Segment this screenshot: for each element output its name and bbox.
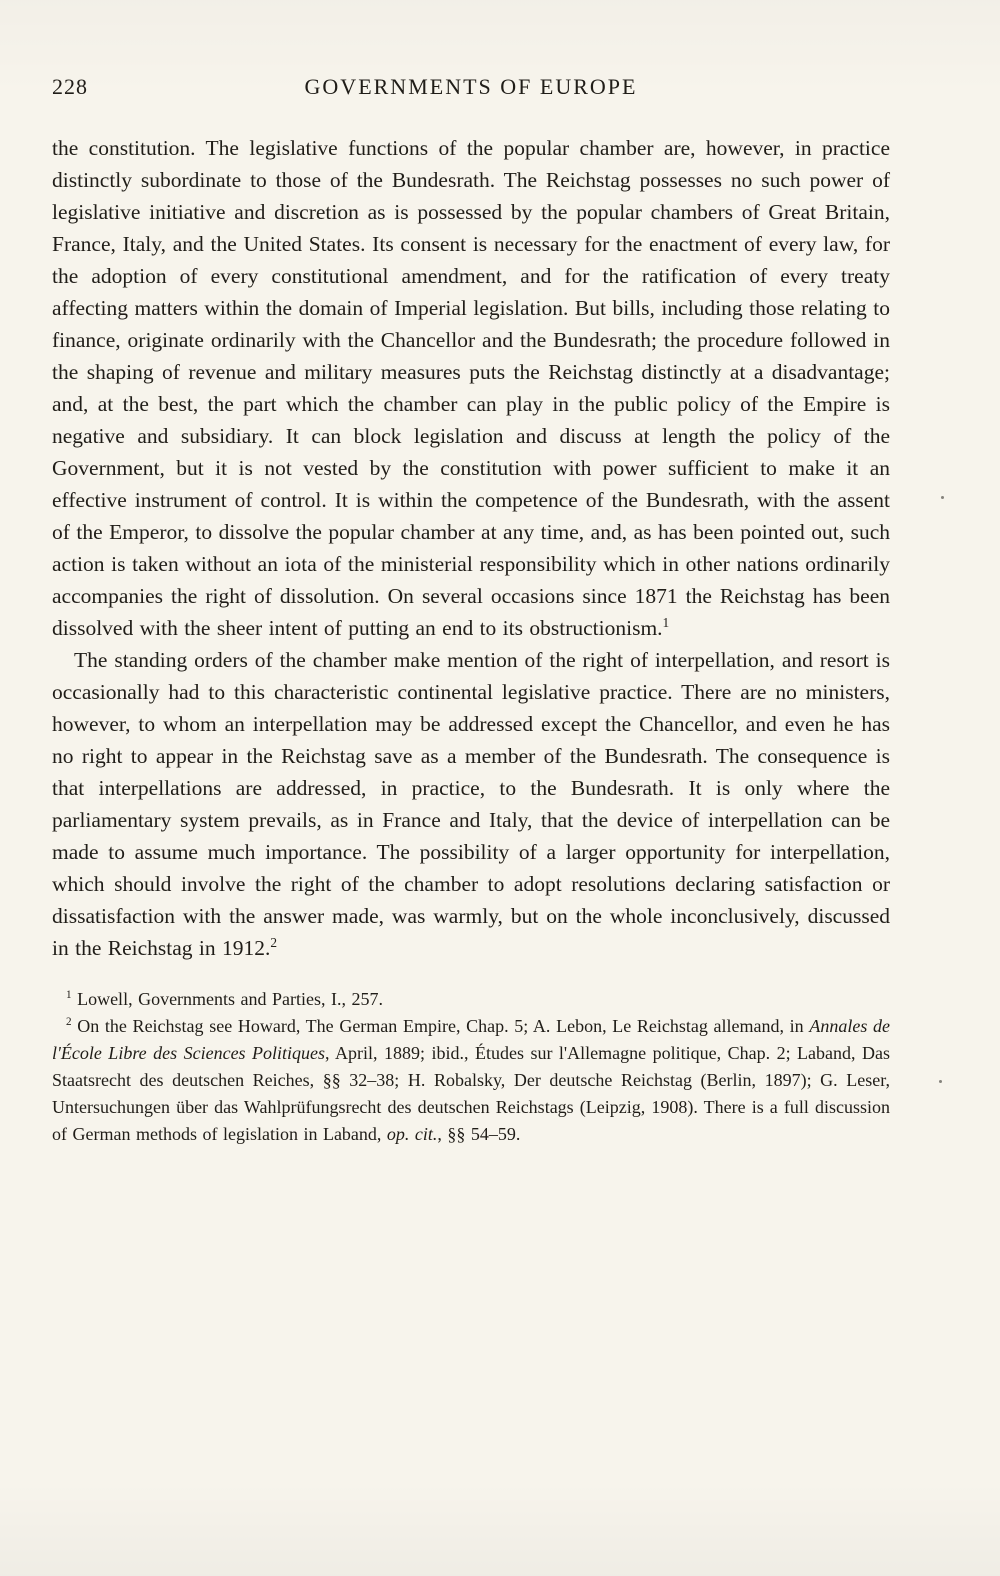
page-header	[52, 74, 890, 104]
page-body	[52, 132, 890, 964]
scan-speck	[939, 1080, 942, 1083]
body-paragraph-1: the constitution. The legislative functions of the popular chamber are, however, in practice distinctly subordinate to those of the Bundesrath. The Reichstag possesses no such power of legislative initiative and discretion as is possessed by the popular chambers of Great Britain, France, Italy, and the United States. Its consent is necessary for the enactment of every law, for the adoption of every constitutional amendment, and for the ratification of every treaty affecting matters within the domain of Imperial legislation. But bills, including those relating to finance, originate ordinarily with the Chancellor and the Bundesrath; the procedure followed in the shaping of revenue and military measures puts the Reichstag distinctly at a disadvantage; and, at the best, the part which the chamber can play in the public policy of the Empire is negative and subsidiary. It can block legislation and discuss at length the policy of the Government, but it is not vested by the constitution with power sufficient to make it an effective instrument of control. It is within the competence of the Bundesrath, with the assent of the Emperor, to dissolve the popular chamber at any time, and, as has been pointed out, such action is taken without an iota of the ministerial responsibility which in other nations ordinarily accompanies the right of dissolution. On several occasions since 1871 the Reichstag has been dissolved with the sheer intent of putting an end to its obstructionism.$^1$	[52, 136, 890, 640]
footnotes-section	[52, 986, 890, 1148]
page-number: 228	[52, 74, 88, 99]
footnote-1: $^1$ Lowell, Governments and Parties, I., 257.	[66, 989, 384, 1009]
body-paragraph-2: The standing orders of the chamber make mention of the right of interpellation, and resort is occasionally had to this characteristic continental legislative practice. There are no ministers, however, to whom an interpellation may be addressed except the Chancellor, and even he has no right to appear in the Reichstag save as a member of the Bundesrath. The consequence is that interpellations are addressed, in practice, to the Bundesrath. It is only where the parliamentary system prevails, as in France and Italy, that the device of interpellation can be made to assume much importance. The possibility of a larger opportunity for interpellation, which should involve the right of the chamber to adopt resolutions declaring satisfaction or dissatisfaction with the answer made, was warmly, but on the whole inconclusively, discussed in the Reichstag in 1912.$^2$	[52, 648, 890, 960]
scan-speck	[941, 496, 944, 499]
running-title: GOVERNMENTS OF EUROPE	[304, 74, 638, 99]
footnote-2: $^2$ On the Reichstag see Howard, The German Empire, Chap. 5; A. Lebon, Le Reichstag allemand, in Annales de l'École Libre des Sciences Politiques, April, 1889; ibid., Études sur l'Allemagne politique, Chap. 2; Laband, Das Staatsrecht des deutschen Reiches, §§ 32–38; H. Robalsky, Der deutsche Reichstag (Berlin, 1897); G. Leser, Untersuchungen über das Wahlprüfungsrecht des deutschen Reichstags (Leipzig, 1908). There is a full discussion of German methods of legislation in Laband, op. cit., §§ 54–59.	[52, 1016, 890, 1144]
